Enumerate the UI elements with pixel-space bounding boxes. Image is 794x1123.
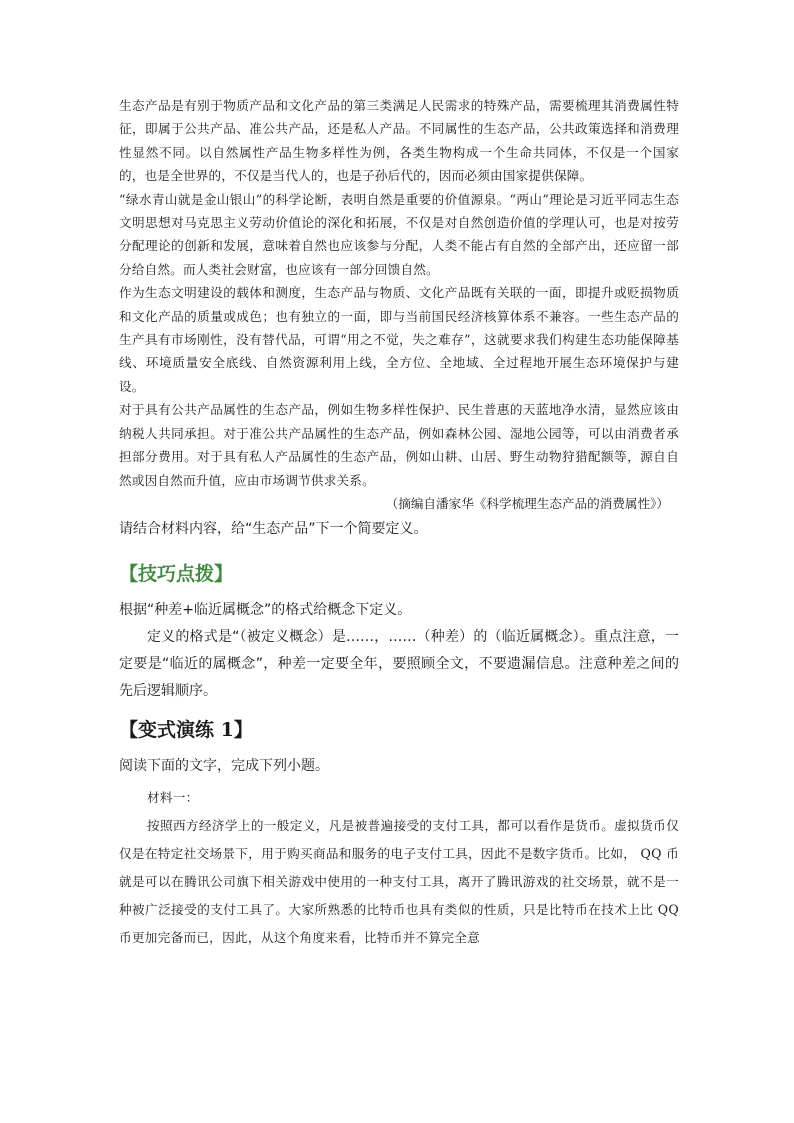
tips-line-1: 根据“种差+临近属概念”的格式给概念下定义。 bbox=[119, 602, 412, 619]
variant-instruction: 阅读下面的文字，完成下列小题。 bbox=[119, 758, 329, 775]
material-one-label: 材料一： bbox=[147, 790, 199, 806]
question-text: 请结合材料内容，给“生态产品”下一个简要定义。 bbox=[119, 521, 428, 538]
tips-line-2: 定义的格式是“（被定义概念）是……，……（种差）的（临近属概念）。重点注意，一定要是“临近的属概念”，种差一定要全年，要照顾全文，不要遗漏信息。注意种差之间的先后逻辑顺序。 bbox=[119, 629, 679, 700]
material-paragraph-1: 生态产品是有别于物质产品和文化产品的第三类满足人民需求的特殊产品，需要梳理其消费属性特征，即属于公共产品、准公共产品，还是私人产品。不同属性的生态产品，公共政策选择和消费理性显然不同。以自然属性产品生物多样性为例，各类生物构成一个生命共同体，不仅是一个国家的，也是全世界的，不仅是当代人的，也是子孙后代的，因而必须由国家提供保障。 bbox=[119, 98, 679, 184]
material-one-paragraph: 按照西方经济学上的一般定义，凡是被普遍接受的支付工具，都可以看作是货币。虚拟货币仅仅是在特定社交场景下，用于购买商品和服务的电子支付工具，因此不是数字货币。比如， QQ 币就是可以在腾讯公司旗下相关游戏中使用的一种支付工具，离开了腾讯游戏的社交场景，就不是一种被广泛接受的支付工具了。大家所熟悉的比特币也具有类似的性质，只是比特币在技术上比 QQ 币更加完备而已，因此，从这个角度来看，比特币并不算完全意 bbox=[119, 818, 679, 946]
variant-heading: 【变式演练 1】 bbox=[119, 719, 253, 742]
material-paragraph-2: “绿水青山就是金山银山”的科学论断，表明自然是重要的价值源泉。“两山”理论是习近平同志生态文明思想对马克思主义劳动价值论的深化和拓展，不仅是对自然创造价值的学理认可，也是对按劳分配理论的创新和发展，意味着自然也应该参与分配，人类不能占有自然的全部产出，还应留一部分给自然。而人类社会财富，也应该有一部分回馈自然。 bbox=[119, 191, 679, 277]
document-page bbox=[119, 94, 679, 952]
material-paragraph-3: 作为生态文明建设的载体和测度，生态产品与物质、文化产品既有关联的一面，即提升或贬损物质和文化产品的质量或成色；也有独立的一面，即与当前国民经济核算体系不兼容。一些生态产品的生产具有市场刚性，没有替代品，可谓“用之不觉，失之难存”，这就要求我们构建生态功能保障基线、环境质量安全底线、自然资源利用上线，全方位、全地域、全过程地开展生态环境保护与建设。 bbox=[119, 285, 679, 394]
tips-heading: 【技巧点拨】 bbox=[119, 563, 234, 586]
citation: （摘编自潘家华《科学梳理生态产品的消费属性》） bbox=[385, 495, 669, 511]
reading-material bbox=[119, 94, 679, 515]
material-paragraph-4: 对于具有公共产品属性的生态产品，例如生物多样性保护、民生普惠的天蓝地净水清，显然应该由纳税人共同承担。对于准公共产品属性的生态产品，例如森林公园、湿地公园等，可以由消费者承担部分费用。对于具有私人产品属性的生态产品，例如山耕、山居、野生动物狩猎配额等，源自自然或因自然而升值，应由市场调节供求关系。 bbox=[119, 402, 679, 488]
